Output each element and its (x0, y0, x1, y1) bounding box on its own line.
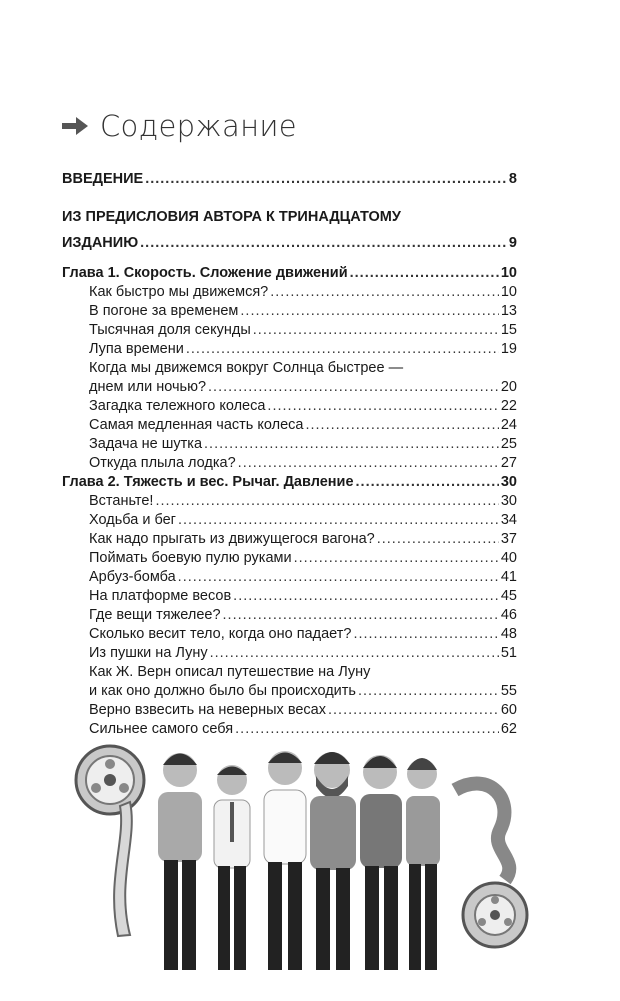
toc-item-page: 22 (500, 398, 517, 414)
leader-dots (328, 701, 499, 720)
toc-item[interactable] (62, 378, 517, 397)
toc-item[interactable] (62, 587, 517, 606)
toc-item[interactable] (62, 644, 517, 663)
toc-item-page: 15 (500, 322, 517, 338)
toc-item-title: Арбуз-бомба (89, 569, 176, 585)
toc-item-page: 62 (500, 721, 517, 737)
leader-dots (305, 416, 498, 435)
person-figure-1 (158, 753, 202, 970)
toc-item-title: Сколько весит тело, когда оно падает? (89, 626, 352, 642)
table-of-contents (62, 166, 517, 739)
toc-item-title: Встаньте! (89, 493, 154, 509)
toc-entry-title: ВВЕДЕНИЕ (62, 171, 144, 187)
toc-item[interactable] (62, 302, 517, 321)
toc-item-title: На платформе весов (89, 588, 232, 604)
toc-item-title: Сильнее самого себя (89, 721, 234, 737)
toc-item[interactable] (62, 416, 517, 435)
leader-dots (353, 625, 498, 644)
film-reel-right-icon (455, 784, 527, 947)
person-figure-2 (214, 765, 250, 970)
toc-entry-preface-line1: ИЗ ПРЕДИСЛОВИЯ АВТОРА К ТРИНАДЦАТОМУ (62, 209, 401, 225)
toc-item-title: Откуда плыла лодка? (89, 455, 236, 471)
toc-item[interactable] (62, 701, 517, 720)
leader-dots (358, 682, 499, 701)
leader-dots (208, 378, 499, 397)
toc-item[interactable] (62, 549, 517, 568)
toc-item-page: 37 (500, 531, 517, 547)
toc-item[interactable] (62, 625, 517, 644)
leader-dots (178, 568, 499, 587)
film-reel-left-icon (76, 746, 144, 936)
person-figure-4 (310, 752, 356, 970)
toc-item-page: 20 (500, 379, 517, 395)
toc-item-title: Лупа времени (89, 341, 184, 357)
toc-entry-page: 8 (508, 171, 517, 187)
toc-item-title: и как оно должно было бы происходить (89, 683, 356, 699)
person-figure-5 (360, 755, 402, 970)
toc-item-page: 60 (500, 702, 517, 718)
toc-item-title: Верно взвесить на неверных весах (89, 702, 326, 718)
toc-entry-intro[interactable] (62, 166, 517, 192)
chapter-page: 10 (500, 265, 517, 281)
toc-item-title: Задача не шутка (89, 436, 203, 452)
toc-item[interactable] (62, 435, 517, 454)
leader-dots (155, 492, 498, 511)
toc-item[interactable] (62, 606, 517, 625)
toc-item-title: Как надо прыгать из движущегося вагона? (89, 531, 375, 547)
toc-item[interactable] (62, 682, 517, 701)
leader-dots (253, 321, 499, 340)
toc-item-page: 24 (500, 417, 517, 433)
leader-dots (145, 166, 507, 192)
toc-item-title: Ходьба и бег (89, 512, 176, 528)
toc-chapter-2[interactable] (62, 473, 517, 492)
arrow-right-icon (60, 114, 90, 138)
toc-item[interactable] (62, 340, 517, 359)
toc-item-page: 55 (500, 683, 517, 699)
toc-item-page: 46 (500, 607, 517, 623)
toc-item-page: 13 (500, 303, 517, 319)
leader-dots (356, 473, 499, 492)
toc-entry-preface[interactable] (62, 230, 517, 256)
toc-item-page: 41 (500, 569, 517, 585)
leader-dots (294, 549, 499, 568)
chapter-title: Глава 2. Тяжесть и вес. Рычаг. Давление (62, 474, 354, 490)
page-heading (60, 106, 297, 146)
toc-item-title: В погоне за временем (89, 303, 239, 319)
leader-dots (270, 283, 499, 302)
toc-item[interactable] (62, 454, 517, 473)
leader-dots (267, 397, 498, 416)
toc-item-title: Самая медленная часть колеса (89, 417, 304, 433)
toc-item-page: 19 (500, 341, 517, 357)
toc-item-page: 48 (500, 626, 517, 642)
toc-item-page: 10 (500, 284, 517, 300)
leader-dots (233, 587, 499, 606)
toc-item[interactable] (62, 283, 517, 302)
toc-item[interactable] (62, 530, 517, 549)
toc-item-title: Из пушки на Луну (89, 645, 208, 661)
toc-item-line1: Как Ж. Верн описал путешествие на Луну (89, 664, 371, 680)
toc-item-title: Где вещи тяжелее? (89, 607, 221, 623)
leader-dots (178, 511, 499, 530)
chapter-page: 30 (500, 474, 517, 490)
toc-item-page: 45 (500, 588, 517, 604)
leader-dots (140, 230, 507, 256)
page-title: Содержание (100, 109, 297, 143)
toc-item[interactable] (62, 492, 517, 511)
toc-item[interactable] (62, 568, 517, 587)
toc-chapter-1[interactable] (62, 264, 517, 283)
toc-item-page: 27 (500, 455, 517, 471)
toc-entry-title: ИЗДАНИЮ (62, 235, 139, 251)
toc-item-line1: Когда мы движемся вокруг Солнца быстрее — (89, 360, 404, 376)
toc-item-title: Тысячная доля секунды (89, 322, 251, 338)
toc-item-page: 51 (500, 645, 517, 661)
toc-item[interactable] (62, 397, 517, 416)
toc-item-page: 25 (500, 436, 517, 452)
chapter-title: Глава 1. Скорость. Сложение движений (62, 265, 348, 281)
person-figure-3 (264, 751, 306, 970)
toc-entry-page: 9 (508, 235, 517, 251)
leader-dots (223, 606, 499, 625)
toc-item-page: 30 (500, 493, 517, 509)
leader-dots (377, 530, 499, 549)
toc-item-title: днем или ночью? (89, 379, 207, 395)
people-and-film-reels-illustration (60, 730, 560, 990)
toc-item-title: Поймать боевую пулю руками (89, 550, 292, 566)
leader-dots (204, 435, 499, 454)
toc-item[interactable] (62, 511, 517, 530)
leader-dots (240, 302, 498, 321)
leader-dots (238, 454, 499, 473)
leader-dots (186, 340, 499, 359)
leader-dots (350, 264, 499, 283)
toc-item-title: Загадка тележного колеса (89, 398, 266, 414)
toc-item-page: 34 (500, 512, 517, 528)
toc-item-page: 40 (500, 550, 517, 566)
toc-item[interactable] (62, 321, 517, 340)
toc-item-title: Как быстро мы движемся? (89, 284, 269, 300)
leader-dots (210, 644, 499, 663)
person-figure-6 (406, 758, 440, 970)
